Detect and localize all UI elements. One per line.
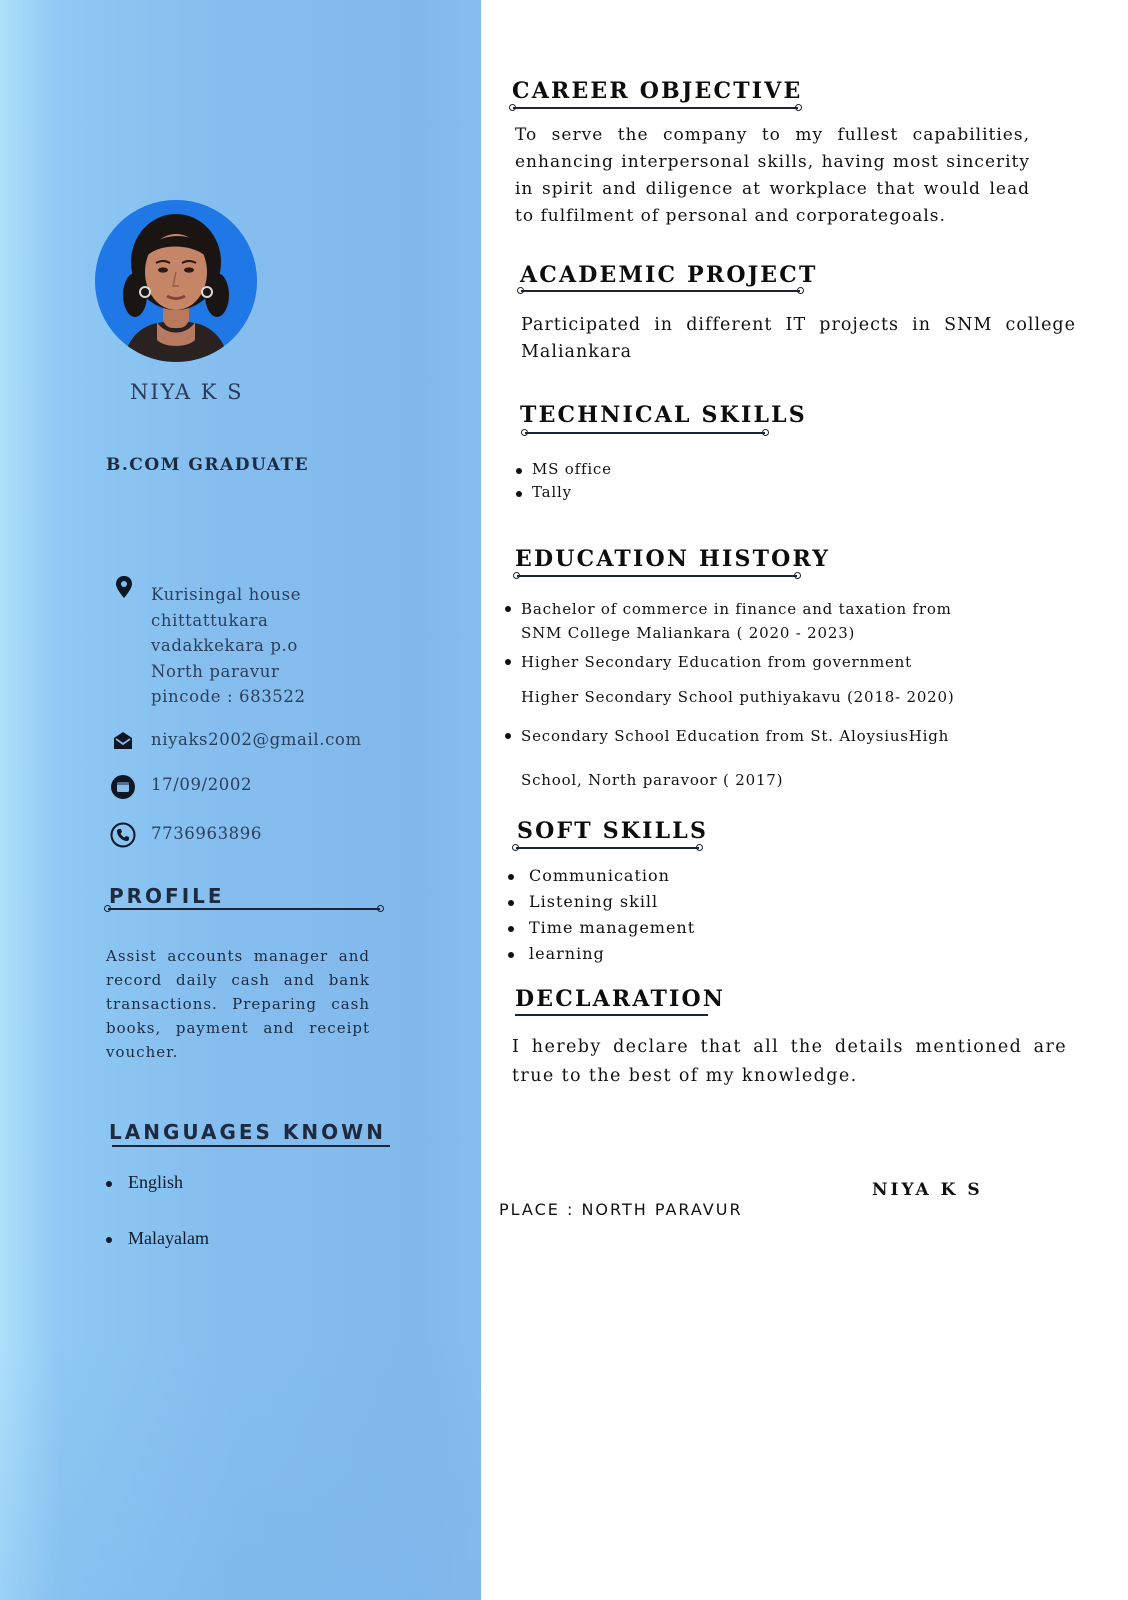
dob-text: 17/09/2002 xyxy=(151,775,253,794)
profile-summary: Assist accounts manager and record daily cash and bank transactions. Preparing cash books, payment and receipt voucher. xyxy=(106,947,370,1061)
rule-endpoint xyxy=(762,429,769,436)
address-line: pincode : 683522 xyxy=(151,687,306,706)
rule-endpoint xyxy=(696,844,703,851)
candidate-name: NIYA K S xyxy=(130,380,244,404)
academic-project-heading: ACADEMIC PROJECT xyxy=(520,262,818,288)
list-item: MS office xyxy=(516,460,612,483)
languages-heading: LANGUAGES KNOWN xyxy=(109,1120,386,1144)
rule-endpoint xyxy=(512,844,519,851)
rule-endpoint xyxy=(513,572,520,579)
address-line: chittattukara xyxy=(151,610,269,630)
rule-endpoint xyxy=(795,104,802,111)
education-entry-line: Higher Secondary Education from government xyxy=(521,653,912,671)
education-entry-line: Higher Secondary School puthiyakavu (2018- 2020) xyxy=(521,688,955,706)
address-line: vadakkekara p.o xyxy=(151,636,298,655)
envelope-icon xyxy=(110,728,136,754)
languages-list xyxy=(106,1172,209,1284)
address-line: North paravur xyxy=(151,661,280,681)
rule-endpoint xyxy=(517,287,524,294)
rule-endpoint xyxy=(794,572,801,579)
career-objective-underline xyxy=(513,107,798,109)
education-entry-line: School, North paravoor ( 2017) xyxy=(521,771,784,789)
soft-skills-list xyxy=(508,866,695,970)
left-sidebar xyxy=(0,0,481,1600)
calendar-icon xyxy=(110,774,136,800)
list-item: English xyxy=(106,1172,209,1228)
list-item: Communication xyxy=(508,866,695,892)
rule-endpoint xyxy=(377,905,384,912)
career-objective-text: To serve the company to my fullest capabilities, enhancing interpersonal skills, having most sincerity in spirit and diligence at workplace that would lead to fulfilment of personal and corporategoals. xyxy=(515,125,1030,226)
technical-skills-list xyxy=(516,460,612,506)
profile-heading: PROFILE xyxy=(109,884,225,908)
education-entry-line: Bachelor of commerce in finance and taxation from xyxy=(521,600,952,618)
declaration-underline xyxy=(515,1014,708,1016)
phone-text: 7736963896 xyxy=(151,824,262,843)
signature-name: NIYA K S xyxy=(872,1180,983,1200)
profile-photo-illustration xyxy=(95,200,257,362)
soft-skills-heading: SOFT SKILLS xyxy=(517,818,709,844)
bullet xyxy=(505,606,511,612)
list-item: Listening skill xyxy=(508,892,695,918)
education-entry-line: SNM College Maliankara ( 2020 - 2023) xyxy=(521,624,856,642)
list-item: learning xyxy=(508,944,695,970)
list-item: Malayalam xyxy=(106,1228,209,1284)
list-item: Time management xyxy=(508,918,695,944)
education-entry-line: Secondary School Education from St. AloysiusHigh xyxy=(521,727,950,745)
address-block xyxy=(151,582,306,710)
list-item: Tally xyxy=(516,483,612,506)
location-pin-icon xyxy=(111,574,137,600)
candidate-title: B.COM GRADUATE xyxy=(106,455,310,475)
declaration-text: I hereby declare that all the details mentioned are true to the best of my knowledge. xyxy=(512,1037,1067,1086)
bullet xyxy=(505,733,511,739)
soft-skills-underline xyxy=(516,847,699,849)
declaration-heading: DECLARATION xyxy=(515,986,726,1012)
education-heading: EDUCATION HISTORY xyxy=(515,546,831,572)
education-underline xyxy=(517,575,797,577)
phone-icon xyxy=(110,822,136,848)
languages-heading-underline xyxy=(112,1145,390,1147)
email-text: niyaks2002@gmail.com xyxy=(151,730,362,749)
place-text: PLACE : NORTH PARAVUR xyxy=(499,1200,743,1219)
academic-project-text: Participated in different IT projects in SNM college Maliankara xyxy=(521,315,1076,362)
academic-project-underline xyxy=(521,290,800,292)
technical-skills-heading: TECHNICAL SKILLS xyxy=(520,402,807,428)
address-line: Kurisingal house xyxy=(151,585,302,604)
rule-endpoint xyxy=(104,905,111,912)
rule-endpoint xyxy=(509,104,516,111)
career-objective-heading: CAREER OBJECTIVE xyxy=(512,78,803,104)
profile-photo xyxy=(95,200,257,362)
bullet xyxy=(505,659,511,665)
profile-heading-underline xyxy=(108,908,380,910)
technical-skills-underline xyxy=(525,432,765,434)
rule-endpoint xyxy=(797,287,804,294)
rule-endpoint xyxy=(521,429,528,436)
